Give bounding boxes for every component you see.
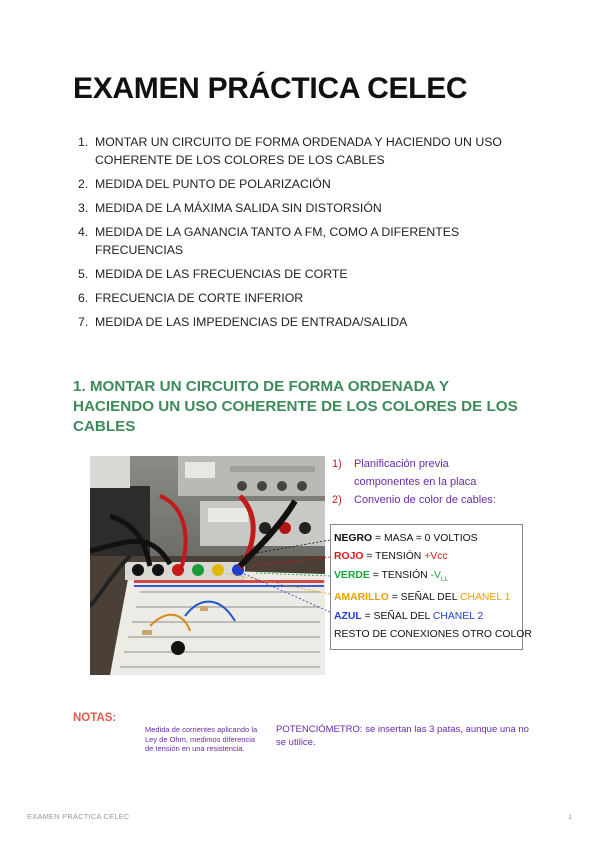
- toc-text: MEDIDA DE LAS FRECUENCIAS DE CORTE: [95, 267, 348, 281]
- toc-text: FRECUENCIA DE CORTE INFERIOR: [95, 291, 304, 305]
- toc-item: [78, 175, 518, 193]
- legend-channel-2: CHANEL 2: [432, 610, 484, 622]
- section-heading: 1. MONTAR UN CIRCUITO DE FORMA ORDENADA Y HACIENDO UN USO COHERENTE DE LOS COLORES DE LOS CABLES: [73, 378, 518, 435]
- toc-text: MEDIDA DE LA MÁXIMA SALIDA SIN DISTORSIÓN: [95, 201, 382, 215]
- toc-item: [78, 199, 518, 217]
- plan-number-1: 1): [332, 458, 342, 470]
- legend-row-verde: [334, 567, 519, 589]
- legend-channel-1: CHANEL 1: [459, 592, 511, 604]
- legend-value-negro: = MASA = 0 VOLTIOS: [372, 533, 478, 544]
- toc-number: 7.: [78, 315, 89, 329]
- legend-key-azul: AZUL: [334, 610, 362, 622]
- toc-item: [78, 133, 518, 169]
- legend-key-negro: NEGRO: [334, 533, 373, 544]
- legend-key-amarillo: AMARILLO: [334, 592, 389, 604]
- toc-number: 2.: [78, 177, 89, 191]
- legend-row-resto: RESTO DE CONEXIONES OTRO COLOR: [334, 629, 532, 641]
- footer-title: EXAMEN PRÁCTICA CELEC: [27, 812, 130, 821]
- toc-text: MONTAR UN CIRCUITO DE FORMA ORDENADA Y HACIENDO UN USO COHERENTE DE LOS COLORES DE LOS CABLES: [95, 135, 502, 167]
- plan-item-1-line-1: Planificación previa: [354, 458, 449, 470]
- legend-value-verde: = TENSIÓN: [369, 569, 431, 581]
- page-title: EXAMEN PRÁCTICA CELEC: [73, 72, 468, 105]
- toc-text: MEDIDA DE LAS IMPEDENCIAS DE ENTRADA/SALIDA: [95, 315, 408, 329]
- toc-item: [78, 289, 518, 307]
- toc-number: 1.: [78, 135, 89, 149]
- legend-key-rojo: ROJO: [334, 551, 364, 563]
- table-of-contents: [78, 133, 518, 337]
- legend-symbol-vll: -V: [430, 569, 441, 581]
- legend-value-azul: = SEÑAL DEL: [361, 610, 433, 622]
- toc-text: MEDIDA DE LA GANANCIA TANTO A FM, COMO A DIFERENTES FRECUENCIAS: [95, 225, 460, 257]
- planning-notes: [332, 455, 532, 509]
- legend-symbol-vll-sub: LL: [440, 575, 449, 583]
- legend-row-amarillo: [334, 589, 519, 607]
- note-ohm-law: Medida de corrientes aplicando la Ley de Ohm, medimos diferencia de tensión en una resistencia.: [145, 725, 258, 753]
- toc-number: 4.: [78, 225, 89, 239]
- breadboard-photo: [90, 456, 325, 675]
- legend-key-verde: VERDE: [334, 569, 370, 581]
- plan-item-1-line-2: componentes en la placa: [354, 476, 477, 488]
- legend-row-negro: [334, 530, 519, 548]
- plan-item-2-text: Convenio de color de cables:: [354, 494, 496, 506]
- legend-row-rojo: [334, 548, 519, 566]
- legend-value-amarillo: = SEÑAL DEL: [388, 592, 460, 604]
- note-potentiometer: POTENCIÓMETRO: se insertan las 3 patas, aunque una no se utilice.: [276, 724, 529, 748]
- toc-number: 6.: [78, 291, 89, 305]
- legend-symbol-vcc: +Vcc: [424, 551, 448, 563]
- notes-label: NOTAS:: [73, 712, 117, 724]
- legend-value-rojo: = TENSIÓN: [363, 551, 425, 563]
- breadboard-illustration: [90, 456, 325, 675]
- toc-item: [78, 313, 518, 331]
- toc-item: [78, 265, 518, 283]
- toc-number: 5.: [78, 267, 89, 281]
- page-number: 1: [568, 812, 573, 821]
- plan-number-2: 2): [332, 494, 342, 506]
- toc-text: MEDIDA DEL PUNTO DE POLARIZACIÓN: [95, 177, 331, 191]
- toc-number: 3.: [78, 201, 89, 215]
- toc-item: [78, 223, 518, 259]
- legend-row-azul: [334, 608, 519, 626]
- cable-color-legend: [330, 524, 532, 650]
